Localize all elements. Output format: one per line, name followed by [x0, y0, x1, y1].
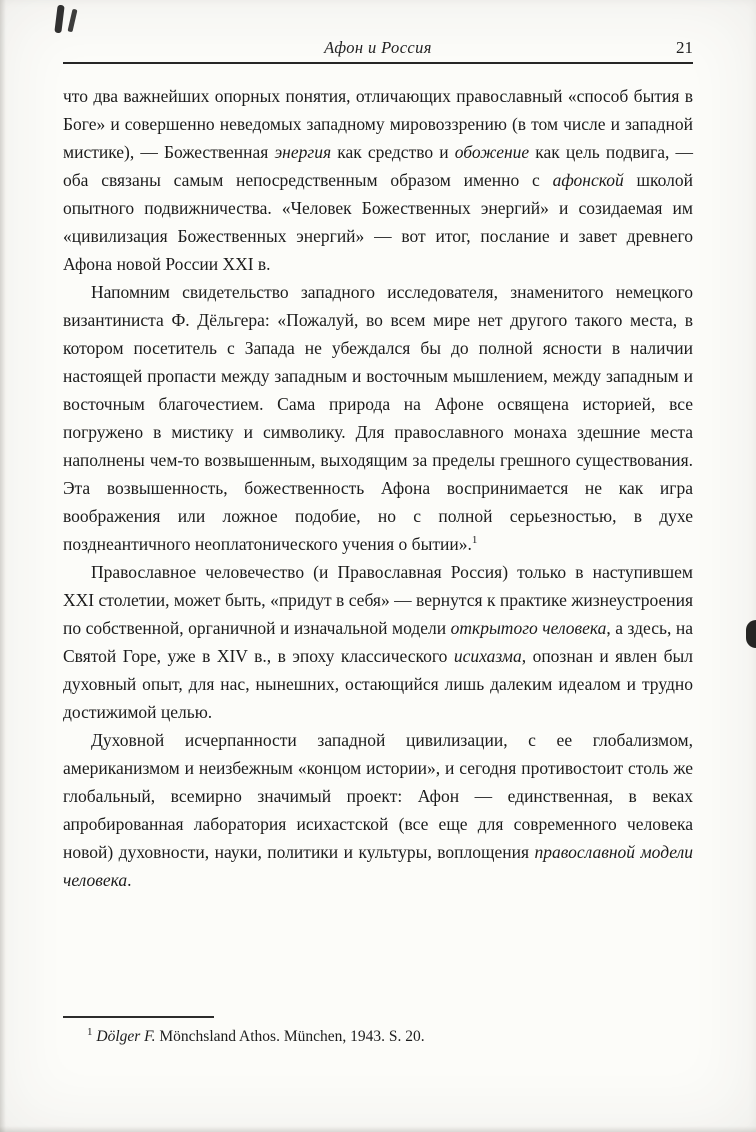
- header-rule: [63, 62, 693, 64]
- text-run: школой опытного подвижничества. «Человек Божественных энергий» и созидаемая им «цивилизация Божественных энергий» — вот итог, послание и завет древнего Афона новой России XXI в.: [63, 170, 693, 274]
- paragraph: [63, 726, 693, 894]
- paragraph: [63, 278, 693, 558]
- italic-text-run: афонской: [552, 170, 624, 190]
- footnote-reference: 1: [87, 1025, 93, 1038]
- scan-edge-shadow: [0, 1126, 756, 1132]
- italic-text-run: открытого человека: [450, 618, 607, 638]
- page-header: [63, 38, 693, 62]
- text-run: Православное человечество (и Православная Россия) только в наступившем XXI столетии, может быть, «придут в себя» — вернутся к практике жизнеустроения по собственной, органичной и изначальной модели: [63, 562, 693, 638]
- scan-artifact: [54, 5, 64, 34]
- text-run: Духовной исчерпанности западной цивилизации, с ее глобализмом, американизмом и неизбежным «концом истории», и сегодня противостоит столь же глобальный, всемирно значимый проект: Афон — единственная, в веках апробированная лаборатория исихастской (все еще для современного человека новой) духовности, науки, политики и культуры, воплощения: [63, 730, 693, 862]
- italic-text-run: исихазма: [453, 646, 522, 666]
- italic-text-run: энергия: [274, 142, 332, 162]
- text-run: Напомним свидетельство западного исследователя, знаменитого немецкого византиниста Ф. Дёльгера: «Пожалуй, во всем мире нет другого такого места, в котором посетитель с Запада не убеждался бы до полной ясности в наличии настоящей пропасти между западным и восточным мышлением, между западным и восточным благочестием. Сама природа на Афоне освящена историей, все погружено в мистику и символику. Для православного монаха здешние места наполнены чем-то возвышенным, выходящим за пределы грешного существования. Эта возвышенность, божественность Афона воспринимается не как игра воображения или ложное подобие, но с полной серьезностью, в духе позднеантичного неоплатонического учения о бытии».: [63, 282, 693, 554]
- text-run: как цель подвига, — оба связаны самым непосредственным образом именно с: [63, 142, 693, 190]
- italic-text-run: Dölger F.: [96, 1028, 156, 1045]
- text-run: как средство и: [331, 142, 455, 162]
- paragraph: [63, 82, 693, 278]
- scan-edge-shadow: [0, 0, 6, 1132]
- text-run: что два важнейших опорных понятия, отличающих православный «способ бытия в Боге» и совершенно неведомых западному мировоззрению (в том числе и западной мистике), — Божественная: [63, 86, 693, 162]
- italic-text-run: обожение: [454, 142, 530, 162]
- text-run: .: [127, 870, 132, 890]
- running-title: Афон и Россия: [324, 38, 432, 57]
- text-run: Mönchsland Athos. München, 1943. S. 20.: [155, 1028, 425, 1045]
- italic-text-run: православной модели человека: [63, 842, 693, 890]
- footnote-rule: [63, 1016, 214, 1018]
- text-run: , а здесь, на Святой Горе, уже в XIV в., в эпоху классического: [63, 618, 693, 666]
- text-run: , опознан и явлен был духовный опыт, для нас, нынешних, остающийся лишь далеким идеалом и трудно достижимой целью.: [63, 646, 693, 722]
- body-text: [63, 82, 693, 894]
- page-number: 21: [676, 38, 693, 57]
- scan-artifact: [67, 9, 77, 33]
- scan-artifact: [746, 620, 756, 648]
- footnote: [63, 1026, 693, 1048]
- footnote-reference: 1: [471, 534, 478, 547]
- paragraph: [63, 558, 693, 726]
